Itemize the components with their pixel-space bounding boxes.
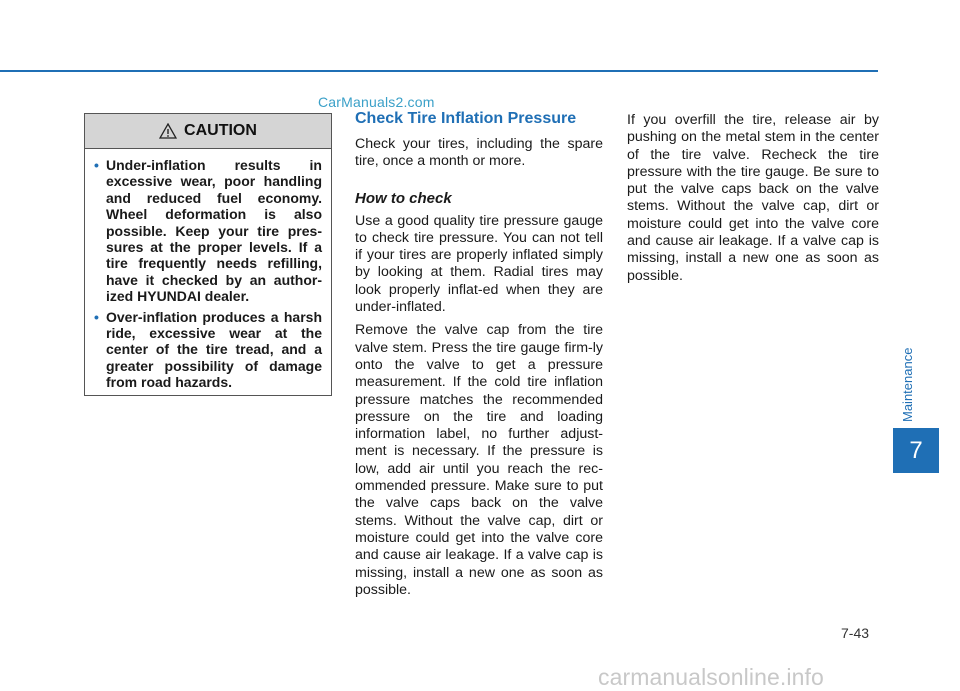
caution-item-text: Under-inflation results in excessive wear, poor handling and reduced fuel economy. Wheel deformation is also possible. Keep your tire pres-sures at the proper levels. If a tire frequently needs refilling, have it checked by an author-ized HYUNDAI dealer. [106,157,322,305]
paragraph: Remove the valve cap from the tire valve stem. Press the tire gauge firm-ly onto the valve to get a pressure measurement. If the cold tire inflation pressure matches the recommended pressure on the tire and loading information label, no further adjust-ment is necessary. If the pressure is low, add air until you reach the rec-ommended pressure. Make sure to put the valve caps back on the valve stems. Without the valve cap, dirt or moisture could get into the valve core and cause air leakage. If a valve cap is missing, install a new one as soon as possible. [355,322,603,598]
caution-item [94,309,322,391]
chapter-side-label: Maintenance [900,347,915,423]
paragraph: If you overfill the tire, release air by pushing on the metal stem in the center of the tire valve. Recheck the tire pressure with the tire gauge. Be sure to put the valve caps back on the valve stems. Without the valve cap, dirt or moisture could get into the valve core and cause air leakage. If a valve cap is missing, install a new one as soon as possible. [627,112,879,284]
header-rule [0,70,878,72]
caution-header [85,114,331,149]
paragraph: Use a good quality tire pressure gauge to check tire pressure. You can not tell if your tires are properly inflated simply by looking at them. Radial tires may look properly inflat-ed when they are under-inflated. [355,212,603,316]
watermark-bottom: carmanualsonline.info [598,664,824,690]
section-title: Check Tire Inflation Pressure [355,110,577,127]
caution-item-text: Over-inflation produces a harsh ride, excessive wear at the center of the tire tread, and a greater possibility of damage from road hazards. [106,308,322,391]
watermark-top: CarManuals2.com [318,94,435,110]
warning-icon [159,123,177,139]
page-number: 7-43 [841,625,870,641]
right-column [627,112,879,291]
subsection-title: How to check [355,189,452,207]
caution-list [85,149,331,391]
chapter-tab: 7 [893,428,939,473]
bullet-icon: • [94,308,99,325]
caution-box [84,113,332,396]
caution-item [94,157,322,305]
bullet-icon: • [94,157,99,173]
caution-title: CAUTION [184,122,257,139]
main-column [355,110,603,605]
section-intro: Check your tires, including the spare tire, once a month or more. [355,136,603,170]
